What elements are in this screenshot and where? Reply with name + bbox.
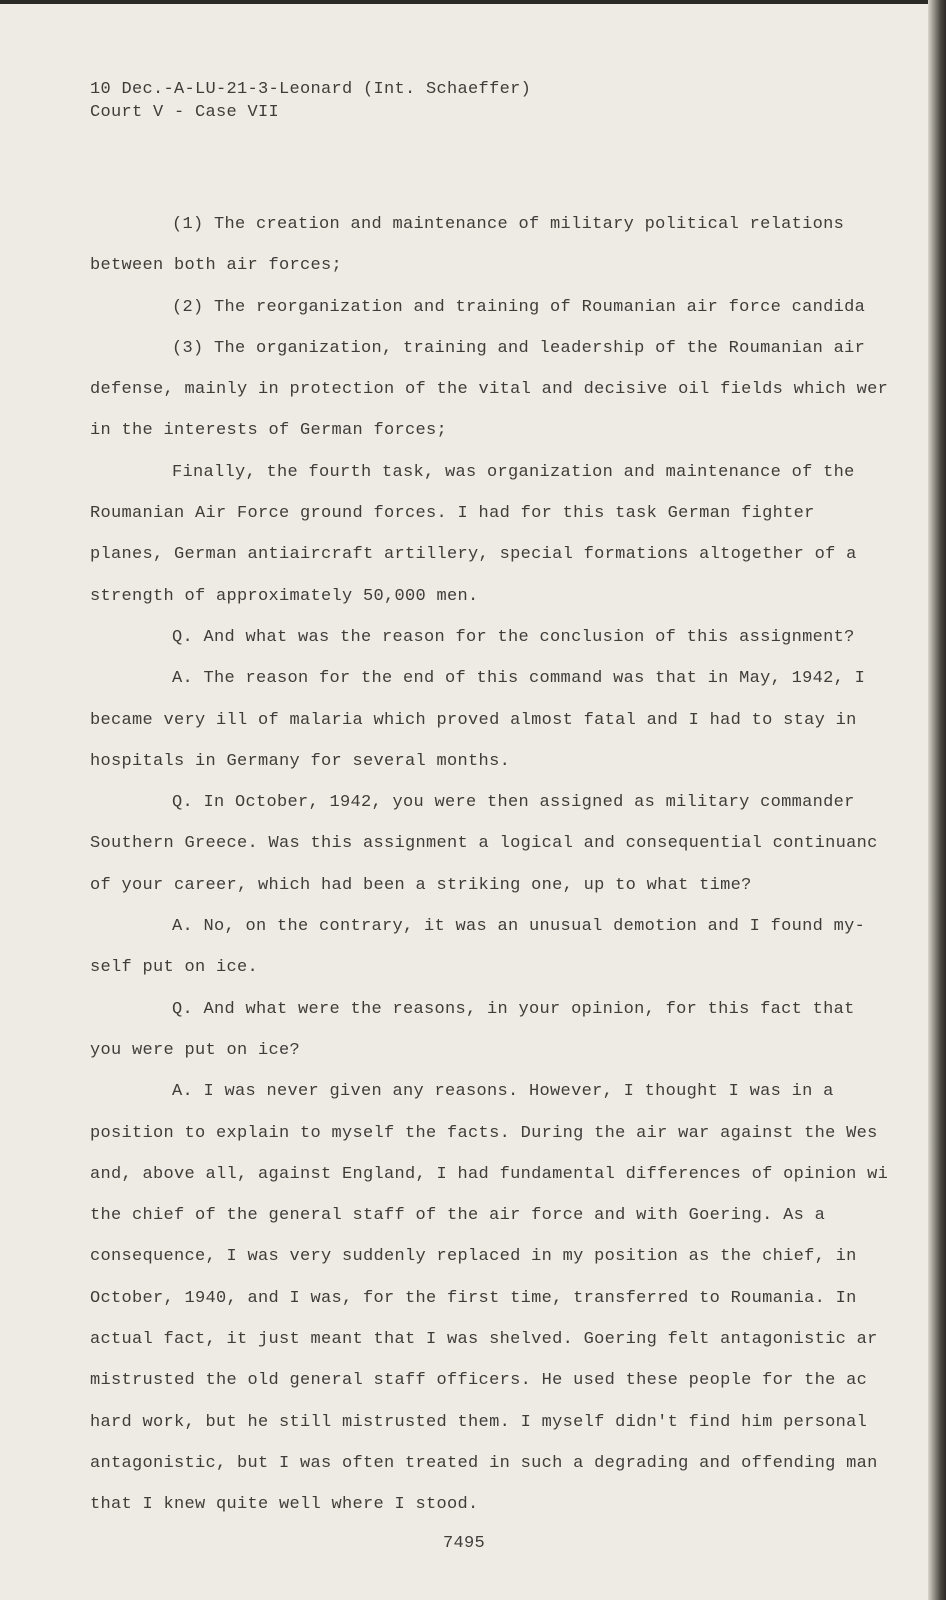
transcript-line: Q. In October, 1942, you were then assigned as military commander	[172, 793, 855, 813]
transcript-line: (2) The reorganization and training of Roumanian air force candida	[172, 297, 866, 317]
transcript-line: A. I was never given any reasons. However, I thought I was in a	[172, 1082, 834, 1102]
transcript-line: October, 1940, and I was, for the first time, transferred to Roumania. In	[90, 1288, 857, 1308]
transcript-line: and, above all, against England, I had fundamental differences of opinion wi	[90, 1164, 889, 1184]
transcript-body	[90, 204, 910, 1526]
transcript-line: became very ill of malaria which proved almost fatal and I had to stay in	[90, 710, 857, 730]
transcript-line: planes, German antiaircraft artillery, special formations altogether of a	[90, 545, 857, 565]
transcript-line: defense, mainly in protection of the vital and decisive oil fields which wer	[90, 380, 889, 400]
transcript-line: in the interests of German forces;	[90, 421, 448, 441]
transcript-line: between both air forces;	[90, 256, 343, 276]
transcript-line: that I knew quite well where I stood.	[90, 1495, 479, 1515]
transcript-line: antagonistic, but I was often treated in such a degrading and offending man	[90, 1453, 878, 1473]
paper-sheet	[0, 4, 928, 1600]
transcript-line: hard work, but he still mistrusted them. I myself didn't find him personal	[90, 1412, 868, 1432]
transcript-line: Finally, the fourth task, was organization and maintenance of the	[172, 462, 855, 482]
transcript-line: A. No, on the contrary, it was an unusual demotion and I found my-	[172, 917, 866, 937]
transcript-line: actual fact, it just meant that I was shelved. Goering felt antagonistic ar	[90, 1330, 878, 1350]
page-number: 7495	[442, 1534, 485, 1553]
transcript-line: of your career, which had been a striking one, up to what time?	[90, 875, 752, 895]
header-court-line: Court V - Case VII	[90, 103, 280, 122]
transcript-line: position to explain to myself the facts. During the air war against the Wes	[90, 1123, 878, 1143]
transcript-line: Southern Greece. Was this assignment a logical and consequential continuanc	[90, 834, 878, 854]
scan-edge-right	[928, 0, 946, 1600]
transcript-line: A. The reason for the end of this command was that in May, 1942, I	[172, 669, 866, 689]
transcript-line: Q. And what were the reasons, in your opinion, for this fact that	[172, 999, 855, 1019]
transcript-line: Roumanian Air Force ground forces. I had for this task German fighter	[90, 504, 815, 524]
transcript-line: mistrusted the old general staff officers. He used these people for the ac	[90, 1371, 868, 1391]
transcript-line: hospitals in Germany for several months.	[90, 751, 511, 771]
header-reference-line: 10 Dec.-A-LU-21-3-Leonard (Int. Schaeffer)	[90, 80, 532, 99]
document-header	[90, 78, 531, 124]
transcript-line: consequence, I was very suddenly replaced in my position as the chief, in	[90, 1247, 857, 1267]
transcript-line: (3) The organization, training and leadership of the Roumanian air	[172, 338, 866, 358]
transcript-line: (1) The creation and maintenance of military political relations	[172, 215, 845, 234]
transcript-line: strength of approximately 50,000 men.	[90, 586, 479, 606]
transcript-line: Q. And what was the reason for the conclusion of this assignment?	[172, 627, 855, 647]
transcript-line: you were put on ice?	[90, 1040, 301, 1060]
transcript-line: the chief of the general staff of the air force and with Goering. As a	[90, 1206, 826, 1226]
transcript-line: self put on ice.	[90, 958, 259, 978]
